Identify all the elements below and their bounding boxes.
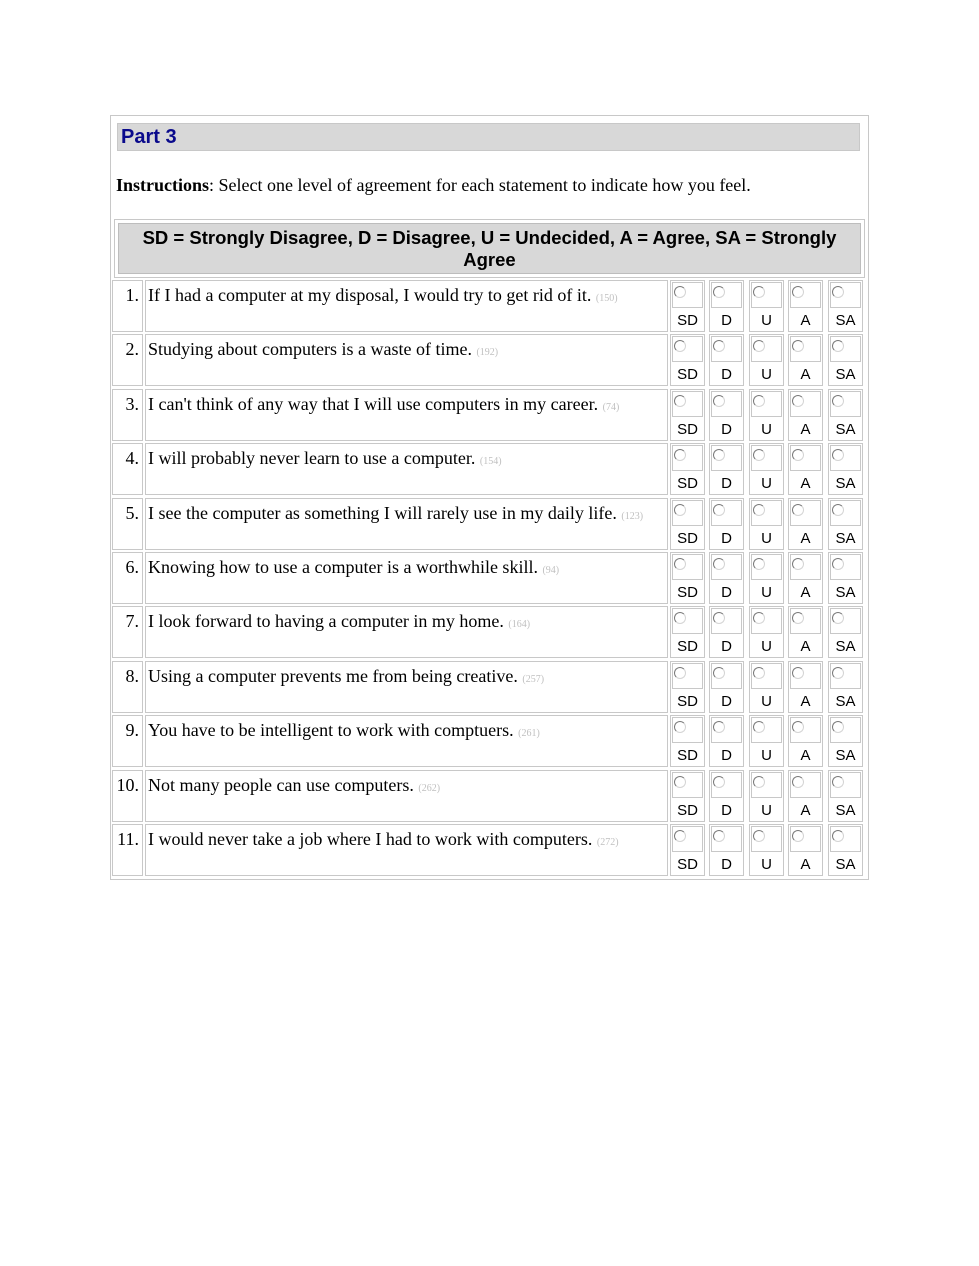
question-text: Knowing how to use a computer is a worthwhile skill. [148, 557, 538, 577]
radio-d[interactable] [713, 340, 725, 352]
instructions [116, 174, 751, 196]
option-cell-sd [670, 280, 705, 332]
option-label: D [721, 693, 732, 710]
question-id: (154) [479, 456, 502, 467]
option-cell-sd [670, 389, 705, 441]
question-text: I see the computer as something I will rarely use in my daily life. [148, 503, 617, 523]
radio-sd[interactable] [674, 830, 686, 842]
radio-a[interactable] [792, 504, 804, 516]
radio-sa[interactable] [832, 286, 844, 298]
option-label: A [800, 693, 811, 710]
option-cell-u [749, 661, 784, 713]
question-cell [145, 389, 668, 441]
radio-d[interactable] [713, 286, 725, 298]
question-text: I would never take a job where I had to work with computers. [148, 829, 593, 849]
option-label: D [721, 802, 732, 819]
option-cell-sa [828, 715, 863, 767]
option-label: A [800, 747, 811, 764]
option-cell-sd [670, 334, 705, 386]
option-label: U [761, 312, 772, 329]
option-cell-a [788, 661, 823, 713]
option-cell-sa [828, 552, 863, 604]
option-cell-a [788, 334, 823, 386]
option-label: SD [677, 693, 698, 710]
option-cell-u [749, 389, 784, 441]
radio-u[interactable] [753, 830, 765, 842]
question-number: 10. [112, 770, 143, 822]
radio-d[interactable] [713, 667, 725, 679]
question-number: 1. [112, 280, 143, 332]
radio-u[interactable] [753, 558, 765, 570]
question-row [112, 389, 868, 443]
option-cell-d [709, 334, 744, 386]
question-text: You have to be intelligent to work with comptuers. [148, 720, 514, 740]
question-number: 8. [112, 661, 143, 713]
radio-sa[interactable] [832, 558, 844, 570]
option-cell-a [788, 824, 823, 876]
option-cell-sa [828, 334, 863, 386]
radio-d[interactable] [713, 830, 725, 842]
radio-sa[interactable] [832, 721, 844, 733]
option-label: SA [835, 856, 856, 873]
option-label: SA [835, 802, 856, 819]
question-number: 6. [112, 552, 143, 604]
option-label: A [800, 802, 811, 819]
question-cell [145, 498, 668, 550]
radio-a[interactable] [792, 558, 804, 570]
option-cell-a [788, 552, 823, 604]
radio-sd[interactable] [674, 558, 686, 570]
question-row [112, 334, 868, 388]
question-row [112, 606, 868, 660]
option-label: D [721, 856, 732, 873]
option-cell-a [788, 606, 823, 658]
radio-d[interactable] [713, 721, 725, 733]
question-cell [145, 770, 668, 822]
option-cell-sa [828, 824, 863, 876]
question-text: I will probably never learn to use a computer. [148, 448, 476, 468]
radio-sd[interactable] [674, 721, 686, 733]
radio-a[interactable] [792, 667, 804, 679]
option-cell-d [709, 443, 744, 495]
question-cell [145, 715, 668, 767]
radio-sd[interactable] [674, 776, 686, 788]
radio-sa[interactable] [832, 449, 844, 461]
radio-a[interactable] [792, 612, 804, 624]
question-text: If I had a computer at my disposal, I would try to get rid of it. [148, 285, 592, 305]
option-label: A [800, 530, 811, 547]
radio-sd[interactable] [674, 612, 686, 624]
option-label: D [721, 475, 732, 492]
radio-d[interactable] [713, 504, 725, 516]
option-cell-u [749, 606, 784, 658]
option-cell-a [788, 770, 823, 822]
option-label: A [800, 366, 811, 383]
option-label: U [761, 421, 772, 438]
option-label: SA [835, 638, 856, 655]
radio-sd[interactable] [674, 286, 686, 298]
question-id: (94) [542, 565, 560, 576]
option-label: U [761, 856, 772, 873]
option-label: A [800, 421, 811, 438]
option-cell-sd [670, 552, 705, 604]
option-label: SA [835, 366, 856, 383]
question-row [112, 824, 868, 878]
question-row [112, 443, 868, 497]
question-row [112, 661, 868, 715]
radio-a[interactable] [792, 776, 804, 788]
question-text: Using a computer prevents me from being creative. [148, 666, 518, 686]
radio-sa[interactable] [832, 776, 844, 788]
option-cell-a [788, 389, 823, 441]
question-row [112, 770, 868, 824]
radio-a[interactable] [792, 830, 804, 842]
option-label: D [721, 584, 732, 601]
question-id: (123) [621, 511, 644, 522]
radio-u[interactable] [753, 449, 765, 461]
radio-u[interactable] [753, 612, 765, 624]
question-cell [145, 552, 668, 604]
option-cell-d [709, 661, 744, 713]
question-text: Not many people can use computers. [148, 775, 414, 795]
option-cell-d [709, 606, 744, 658]
option-label: D [721, 530, 732, 547]
option-cell-d [709, 389, 744, 441]
radio-d[interactable] [713, 558, 725, 570]
radio-u[interactable] [753, 667, 765, 679]
option-label: SA [835, 530, 856, 547]
radio-u[interactable] [753, 340, 765, 352]
option-cell-sa [828, 498, 863, 550]
option-label: U [761, 530, 772, 547]
option-cell-u [749, 824, 784, 876]
question-cell [145, 280, 668, 332]
option-label: D [721, 366, 732, 383]
option-cell-sd [670, 498, 705, 550]
option-label: A [800, 475, 811, 492]
option-cell-u [749, 770, 784, 822]
option-label: A [800, 584, 811, 601]
option-cell-sd [670, 661, 705, 713]
option-cell-d [709, 280, 744, 332]
question-number: 7. [112, 606, 143, 658]
option-label: D [721, 638, 732, 655]
radio-sa[interactable] [832, 612, 844, 624]
radio-u[interactable] [753, 395, 765, 407]
option-label: SD [677, 584, 698, 601]
option-cell-sd [670, 824, 705, 876]
option-cell-sd [670, 770, 705, 822]
radio-a[interactable] [792, 449, 804, 461]
radio-a[interactable] [792, 721, 804, 733]
radio-sa[interactable] [832, 667, 844, 679]
question-number: 5. [112, 498, 143, 550]
option-label: U [761, 693, 772, 710]
option-cell-u [749, 552, 784, 604]
radio-d[interactable] [713, 395, 725, 407]
option-cell-d [709, 770, 744, 822]
option-label: SA [835, 475, 856, 492]
radio-sd[interactable] [674, 504, 686, 516]
option-cell-sa [828, 443, 863, 495]
option-cell-sa [828, 661, 863, 713]
question-number: 4. [112, 443, 143, 495]
option-label: A [800, 856, 811, 873]
question-cell [145, 824, 668, 876]
option-cell-d [709, 498, 744, 550]
option-label: SD [677, 312, 698, 329]
question-id: (150) [595, 293, 618, 304]
option-cell-sa [828, 280, 863, 332]
question-row [112, 280, 868, 334]
option-cell-sd [670, 443, 705, 495]
radio-d[interactable] [713, 449, 725, 461]
option-cell-u [749, 715, 784, 767]
radio-sd[interactable] [674, 395, 686, 407]
option-cell-u [749, 280, 784, 332]
option-cell-u [749, 443, 784, 495]
option-label: U [761, 802, 772, 819]
radio-d[interactable] [713, 612, 725, 624]
option-label: SD [677, 366, 698, 383]
radio-u[interactable] [753, 721, 765, 733]
question-id: (257) [522, 674, 545, 685]
option-label: U [761, 584, 772, 601]
option-label: SD [677, 856, 698, 873]
option-cell-d [709, 552, 744, 604]
question-text: Studying about computers is a waste of time. [148, 339, 472, 359]
question-text: I look forward to having a computer in my home. [148, 611, 504, 631]
option-cell-sd [670, 715, 705, 767]
question-id: (262) [418, 783, 441, 794]
option-label: D [721, 421, 732, 438]
question-row [112, 498, 868, 552]
option-label: SA [835, 747, 856, 764]
question-cell [145, 334, 668, 386]
option-label: A [800, 638, 811, 655]
instructions-label: Instructions [116, 175, 210, 195]
scale-legend: SD = Strongly Disagree, D = Disagree, U = Undecided, A = Agree, SA = Strongly Agree [118, 223, 861, 274]
option-label: D [721, 312, 732, 329]
question-row [112, 715, 868, 769]
option-label: D [721, 747, 732, 764]
radio-sa[interactable] [832, 340, 844, 352]
radio-u[interactable] [753, 504, 765, 516]
option-label: U [761, 475, 772, 492]
radio-a[interactable] [792, 395, 804, 407]
survey-panel [110, 115, 869, 880]
radio-d[interactable] [713, 776, 725, 788]
question-text: I can't think of any way that I will use computers in my career. [148, 394, 599, 414]
option-cell-d [709, 715, 744, 767]
question-id: (261) [518, 728, 540, 739]
part-title: Part 3 [117, 123, 860, 151]
option-label: SD [677, 475, 698, 492]
question-row [112, 552, 868, 606]
option-label: SD [677, 530, 698, 547]
option-cell-a [788, 280, 823, 332]
option-label: U [761, 747, 772, 764]
option-label: SA [835, 693, 856, 710]
radio-sd[interactable] [674, 667, 686, 679]
question-id: (192) [476, 347, 499, 358]
option-cell-sd [670, 606, 705, 658]
question-id: (74) [602, 402, 620, 413]
option-cell-u [749, 334, 784, 386]
radio-sd[interactable] [674, 340, 686, 352]
option-label: SA [835, 584, 856, 601]
question-id: (272) [596, 837, 619, 848]
radio-sa[interactable] [832, 395, 844, 407]
option-label: SD [677, 747, 698, 764]
option-cell-a [788, 715, 823, 767]
option-cell-d [709, 824, 744, 876]
option-label: A [800, 312, 811, 329]
option-cell-sa [828, 389, 863, 441]
option-label: U [761, 366, 772, 383]
option-cell-a [788, 498, 823, 550]
radio-a[interactable] [792, 340, 804, 352]
radio-sa[interactable] [832, 504, 844, 516]
option-cell-a [788, 443, 823, 495]
question-cell [145, 443, 668, 495]
option-cell-sa [828, 606, 863, 658]
option-cell-u [749, 498, 784, 550]
question-cell [145, 606, 668, 658]
question-id: (164) [508, 619, 531, 630]
question-cell [145, 661, 668, 713]
radio-sd[interactable] [674, 449, 686, 461]
instructions-text: : Select one level of agreement for each statement to indicate how you feel. [209, 175, 751, 195]
radio-a[interactable] [792, 286, 804, 298]
option-cell-sa [828, 770, 863, 822]
option-label: SD [677, 638, 698, 655]
radio-u[interactable] [753, 286, 765, 298]
option-label: SD [677, 802, 698, 819]
question-number: 9. [112, 715, 143, 767]
option-label: SA [835, 312, 856, 329]
question-number: 3. [112, 389, 143, 441]
question-number: 2. [112, 334, 143, 386]
option-label: U [761, 638, 772, 655]
radio-sa[interactable] [832, 830, 844, 842]
option-label: SD [677, 421, 698, 438]
question-number: 11. [112, 824, 143, 876]
legend-frame [114, 219, 865, 278]
radio-u[interactable] [753, 776, 765, 788]
option-label: SA [835, 421, 856, 438]
